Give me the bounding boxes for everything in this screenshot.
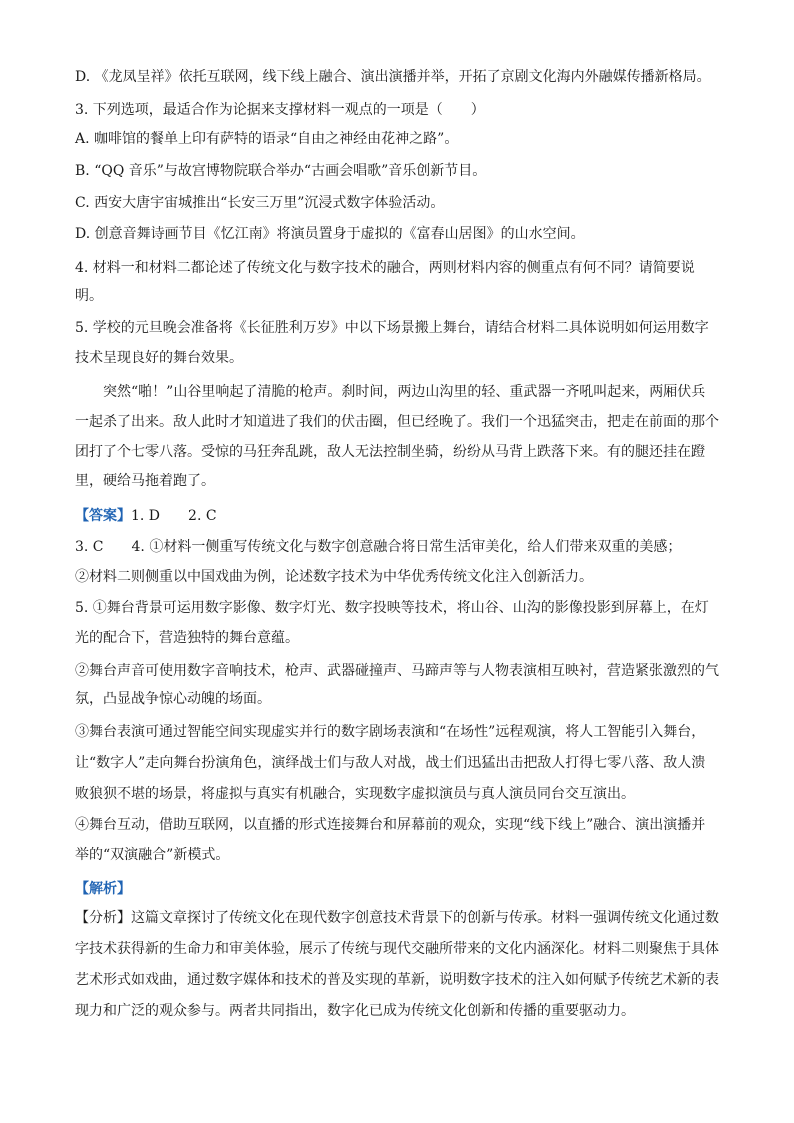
answer-line: 让“数字人”走向舞台扮演角色，演绎战士们与敌人对战，战士们迅猛出击把敌人打得七零八落、敌人溃 [75,755,706,771]
question-5-line-1: 5. 学校的元旦晚会准备将《长征胜利万岁》中以下场景搬上舞台，请结合材料二具体说明如何运用数字 [75,320,709,336]
answer-line: 光的配合下，营造独特的舞台意蕴。 [75,630,299,646]
answer-line: 5. ①舞台背景可运用数字影像、数字灯光、数字投映等技术，将山谷、山沟的影像投影到屏幕上，在灯 [75,600,709,616]
option-c: C. 西安大唐宇宙城推出“长安三万里”沉浸式数字体验活动。 [75,195,445,211]
analysis-line: 艺术形式如戏曲，通过数字媒体和技术的普及实现的革新，说明数字技术的注入如何赋予传统艺术新的表 [75,972,719,988]
excerpt-line-2: 一起杀了出来。敌人此时才知道进了我们的伏击圈，但已经晚了。我们一个迅猛突击，把走在前面的那个 [75,414,719,430]
answer-line: ②舞台声音可使用数字音响技术，枪声、武器碰撞声、马蹄声等与人物表演相互映衬，营造紧张激烈的气 [75,663,719,679]
option-b: B. “QQ 音乐”与故宫博物院联合举办“古画会唱歌”音乐创新节目。 [75,163,487,179]
option-d: D. 创意音舞诗画节目《忆江南》将演员置身于虚拟的《富春山居图》的山水空间。 [75,226,585,242]
excerpt-line-3: 团打了个七零八落。受惊的马狂奔乱跳，敌人无法控制坐骑，纷纷从马背上跌落下来。有的腿还挂在蹬 [75,444,705,460]
fenxi-tag: 【分析】 [75,910,131,926]
answer-line-1: 1. D 2. C [131,508,217,524]
fenxi-text: 这篇文章探讨了传统文化在现代数字创意技术背景下的创新与传承。材料一强调传统文化通过数 [131,910,719,926]
answer-line: ④舞台互动，借助互联网，以直播的形式连接舞台和屏幕前的观众，实现“线下线上”融合、演出演播并 [75,817,706,833]
question-5-line-2: 技术呈现良好的舞台效果。 [75,350,243,366]
analysis-header [75,879,725,899]
answer-line: 败狼狈不堪的场景，将虚拟与真实有机融合，实现数字虚拟演员与真人演员同台交互演出。 [75,786,635,802]
analysis-line-1 [75,908,725,928]
analysis-line: 字技术获得新的生命力和审美体验，展示了传统与现代交融所带来的文化内涵深化。材料二则聚焦于具体 [75,941,719,957]
answer-tag: 【答案】 [75,508,131,524]
excerpt-line-1: 突然“啪！”山谷里响起了清脆的枪声。刹时间，两边山沟里的轻、重武器一齐吼叫起来，两厢伏兵 [103,384,706,400]
answer-line: ②材料二则侧重以中国戏曲为例，论述数字技术为中华优秀传统文化注入创新活力。 [75,569,593,585]
answer-line: 举的“双演融合”新模式。 [75,847,230,863]
answer-line: ③舞台表演可通过智能空间实现虚实并行的数字剧场表演和“在场性”远程观演，将人工智能引入舞台， [75,724,706,740]
analysis-tag: 【解析】 [75,881,131,897]
option-d-prev: D. 《龙凤呈祥》依托互联网，线下线上融合、演出演播并举，开拓了京剧文化海内外融媒传播新格局。 [75,69,711,85]
option-a: A. 咖啡馆的餐单上印有萨特的语录“自由之神经由花神之路”。 [75,131,459,147]
question-3: 3. 下列选项，最适合作为论据来支撑材料一观点的一项是（ ） [75,102,485,118]
excerpt-line-4: 里，硬给马拖着跑了。 [75,473,215,489]
answer-line: 3. C 4. ①材料一侧重写传统文化与数字创意融合将日常生活审美化，给人们带来双重的美感； [75,539,682,555]
question-4-line-1: 4. 材料一和材料二都论述了传统文化与数字技术的融合，两则材料内容的侧重点有何不同？请简要说 [75,260,695,276]
answer-header [75,506,725,526]
question-4-line-2: 明。 [75,288,103,304]
answer-line: 氛，凸显战争惊心动魄的场面。 [75,691,271,707]
analysis-line: 现力和广泛的观众参与。两者共同指出，数字化已成为传统文化创新和传播的重要驱动力。 [75,1003,635,1019]
